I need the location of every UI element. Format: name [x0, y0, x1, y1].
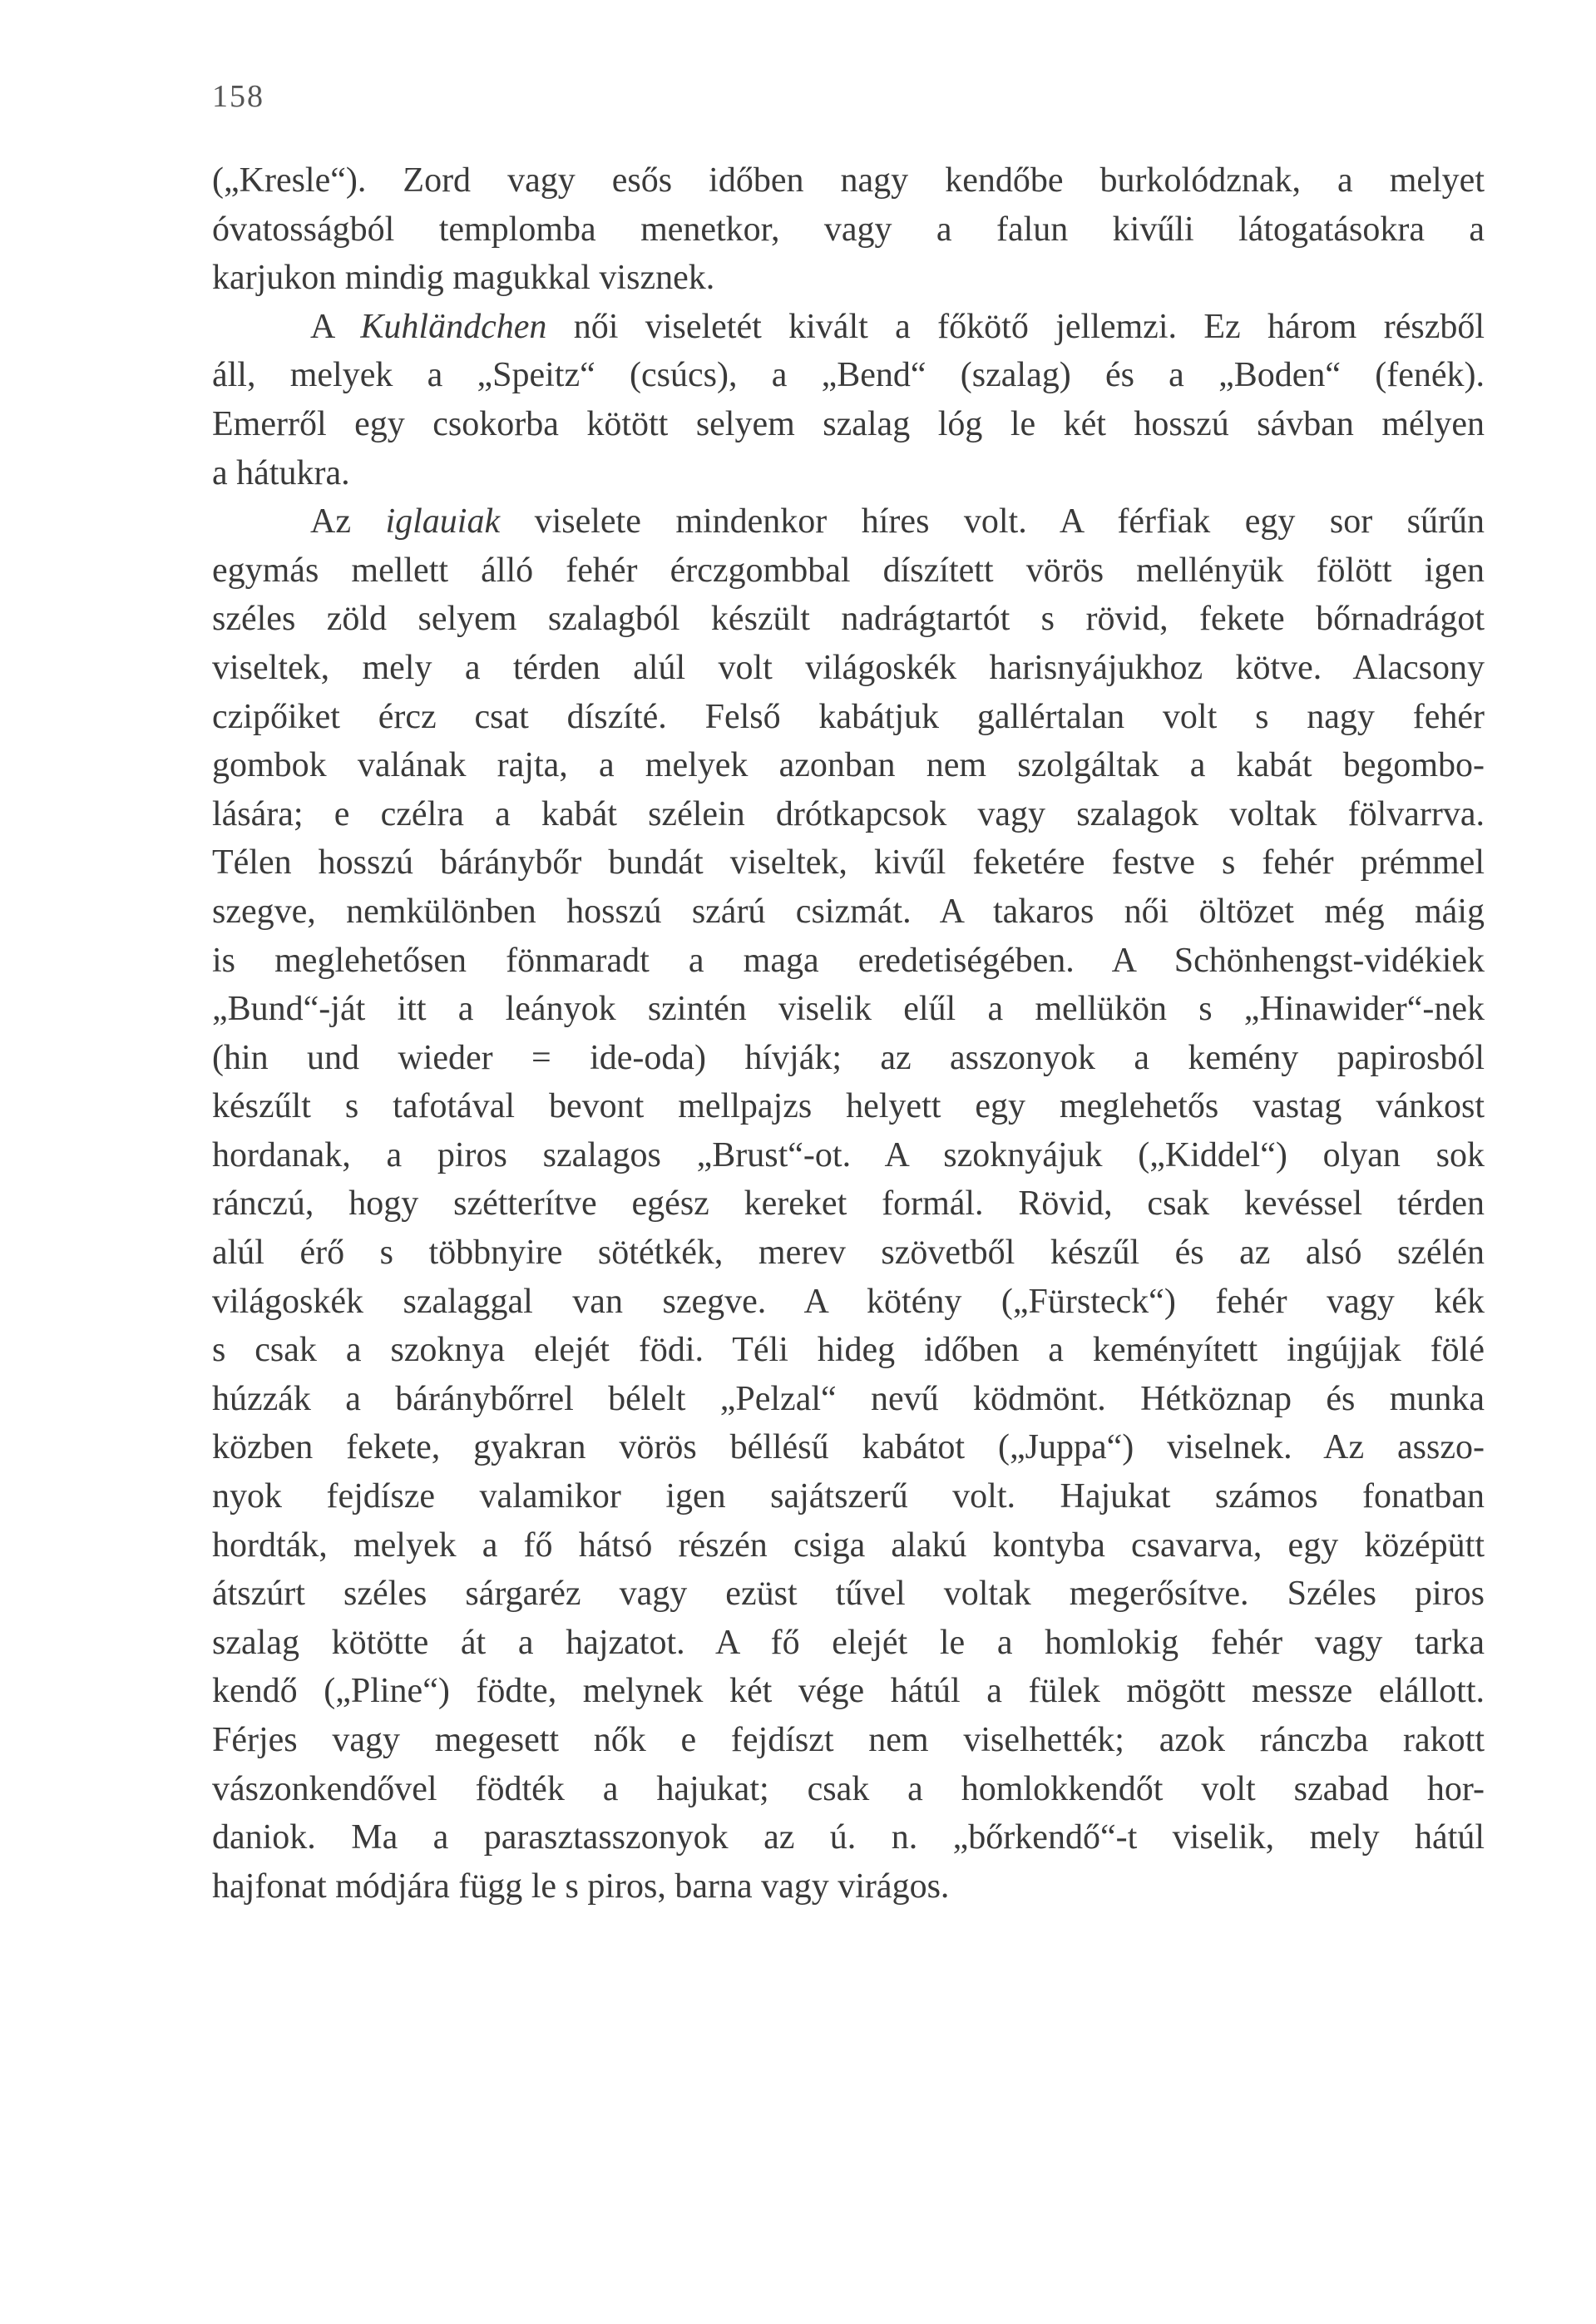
text-segment: szegve, nemkülönben hosszú szárú csizmát. A takaros női öltözet még máig — [212, 892, 1485, 931]
text-line — [212, 1423, 1485, 1472]
text-line — [212, 449, 1485, 498]
text-line — [212, 741, 1485, 790]
text-line — [212, 205, 1485, 255]
text-segment: hordanak, a piros szalagos „Brust“-ot. A szoknyájuk („Kiddel“) olyan sok — [212, 1135, 1485, 1174]
text-segment: készűlt s tafotával bevont mellpajzs helyett egy meglehetős vastag vánkost — [212, 1087, 1485, 1126]
text-segment: „Bund“-ját itt a leányok szintén viselik elűl a mellükön s „Hinawider“-nek — [212, 990, 1485, 1029]
text-segment: világoskék szalaggal van szegve. A kötény („Fürsteck“) fehér vagy kék — [212, 1282, 1485, 1321]
text-segment: egymás mellett álló fehér érczgombbal díszített vörös mellényük fölött igen — [212, 551, 1485, 590]
text-segment: vászonkendővel födték a hajukat; csak a homlokkendőt volt szabad hor- — [212, 1769, 1485, 1808]
text-line — [212, 1716, 1485, 1765]
text-segment: Az — [310, 502, 386, 541]
text-line — [212, 1229, 1485, 1278]
text-segment: óvatosságból templomba menetkor, vagy a falun kivűli látogatásokra a — [212, 210, 1485, 249]
page-number: 158 — [212, 79, 264, 114]
text-segment: női viseletét kivált a főkötő jellemzi. Ez három részből — [546, 307, 1485, 346]
text-line — [212, 303, 1485, 352]
italic-place-name: Kuhländchen — [360, 307, 547, 346]
text-segment: nyok fejdísze valamikor igen sajátszerű volt. Hajukat számos fonatban — [212, 1477, 1485, 1516]
text-line — [212, 693, 1485, 742]
text-line — [212, 985, 1485, 1034]
text-segment: szalag kötötte át a hajzatot. A fő elejét le a homlokig fehér vagy tarka — [212, 1623, 1485, 1662]
italic-place-name: iglauiak — [385, 502, 501, 541]
text-line — [212, 838, 1485, 888]
text-line — [212, 595, 1485, 644]
text-line — [212, 1521, 1485, 1570]
text-line — [212, 1765, 1485, 1814]
text-line — [212, 1082, 1485, 1131]
text-line — [212, 497, 1485, 546]
text-segment: hajfonat módjára függ le s piros, barna vagy virágos. — [212, 1867, 950, 1906]
text-line — [212, 1570, 1485, 1619]
text-line — [212, 1278, 1485, 1327]
text-segment: daniok. Ma a parasztasszonyok az ú. n. „bőrkendő“-t viselik, mely hátúl — [212, 1818, 1485, 1857]
text-segment: A — [310, 307, 361, 346]
text-line — [212, 1034, 1485, 1083]
text-segment: húzzák a báránybőrrel bélelt „Pelzal“ nevű ködmönt. Hétköznap és munka — [212, 1379, 1485, 1418]
text-segment: Férjes vagy megesett nők e fejdíszt nem viselhették; azok ránczba rakott — [212, 1721, 1485, 1759]
text-segment: közben fekete, gyakran vörös béllésű kabátot („Juppa“) viselnek. Az asszo- — [212, 1428, 1485, 1467]
text-line — [212, 1375, 1485, 1424]
text-segment: alúl érő s többnyire sötétkék, merev szövetből készűl és az alsó szélén — [212, 1234, 1485, 1273]
text-line — [212, 351, 1485, 400]
text-line — [212, 1326, 1485, 1375]
text-segment: széles zöld selyem szalagból készült nadrágtartót s rövid, fekete bőrnadrágot — [212, 600, 1485, 639]
text-segment: viseltek, mely a térden alúl volt világoskék harisnyájukhoz kötve. Alacsony — [212, 648, 1485, 687]
text-segment: ránczú, hogy szétterítve egész kereket formál. Rövid, csak kevéssel térden — [212, 1184, 1485, 1224]
text-segment: áll, melyek a „Speitz“ (csúcs), a „Bend“ (szalag) és a „Boden“ (fenék). — [212, 356, 1485, 395]
text-line — [212, 790, 1485, 839]
text-line — [212, 400, 1485, 449]
text-segment: is meglehetősen fönmaradt a maga eredetiségében. A Schönhengst-vidékiek — [212, 941, 1485, 980]
text-segment: átszúrt széles sárgaréz vagy ezüst tűvel voltak megerősítve. Széles piros — [212, 1575, 1485, 1614]
text-line — [212, 254, 1485, 303]
text-line — [212, 156, 1485, 205]
text-segment: gombok valának rajta, a melyek azonban nem szolgáltak a kabát begombo- — [212, 746, 1485, 785]
text-line — [212, 1813, 1485, 1862]
text-segment: a hátukra. — [212, 453, 350, 492]
text-segment: lására; e czélra a kabát szélein drótkapcsok vagy szalagok voltak fölvarrva. — [212, 794, 1485, 833]
text-segment: kendő („Pline“) födte, melynek két vége hátúl a fülek mögött messze elállott. — [212, 1672, 1485, 1711]
text-segment: s csak a szoknya elejét födi. Téli hideg időben a keményített ingújjak fölé — [212, 1331, 1485, 1370]
text-line — [212, 1472, 1485, 1521]
text-line — [212, 1179, 1485, 1229]
text-segment: hordták, melyek a fő hátsó részén csiga alakú kontyba csavarva, egy középütt — [212, 1525, 1485, 1565]
text-segment: Emerről egy csokorba kötött selyem szalag lóg le két hosszú sávban mélyen — [212, 404, 1485, 443]
text-line — [212, 1619, 1485, 1668]
text-segment: viselete mindenkor híres volt. A férfiak egy sor sűrűn — [500, 502, 1485, 541]
text-segment: (hin und wieder = ide-oda) hívják; az asszonyok a kemény papirosból — [212, 1038, 1485, 1077]
text-segment: („Kresle“). Zord vagy esős időben nagy kendőbe burkolódznak, a melyet — [212, 161, 1485, 200]
text-line — [212, 937, 1485, 986]
text-line — [212, 644, 1485, 693]
text-line — [212, 1862, 1485, 1911]
text-line — [212, 1667, 1485, 1716]
text-segment: Télen hosszú báránybőr bundát viseltek, kivűl feketére festve s fehér prémmel — [212, 843, 1485, 883]
text-segment: czipőiket ércz csat díszíté. Felső kabátjuk gallértalan volt s nagy fehér — [212, 697, 1485, 736]
text-column — [212, 156, 1485, 1911]
text-segment: karjukon mindig magukkal visznek. — [212, 259, 715, 298]
text-line — [212, 888, 1485, 937]
text-line — [212, 1131, 1485, 1180]
text-line — [212, 546, 1485, 596]
